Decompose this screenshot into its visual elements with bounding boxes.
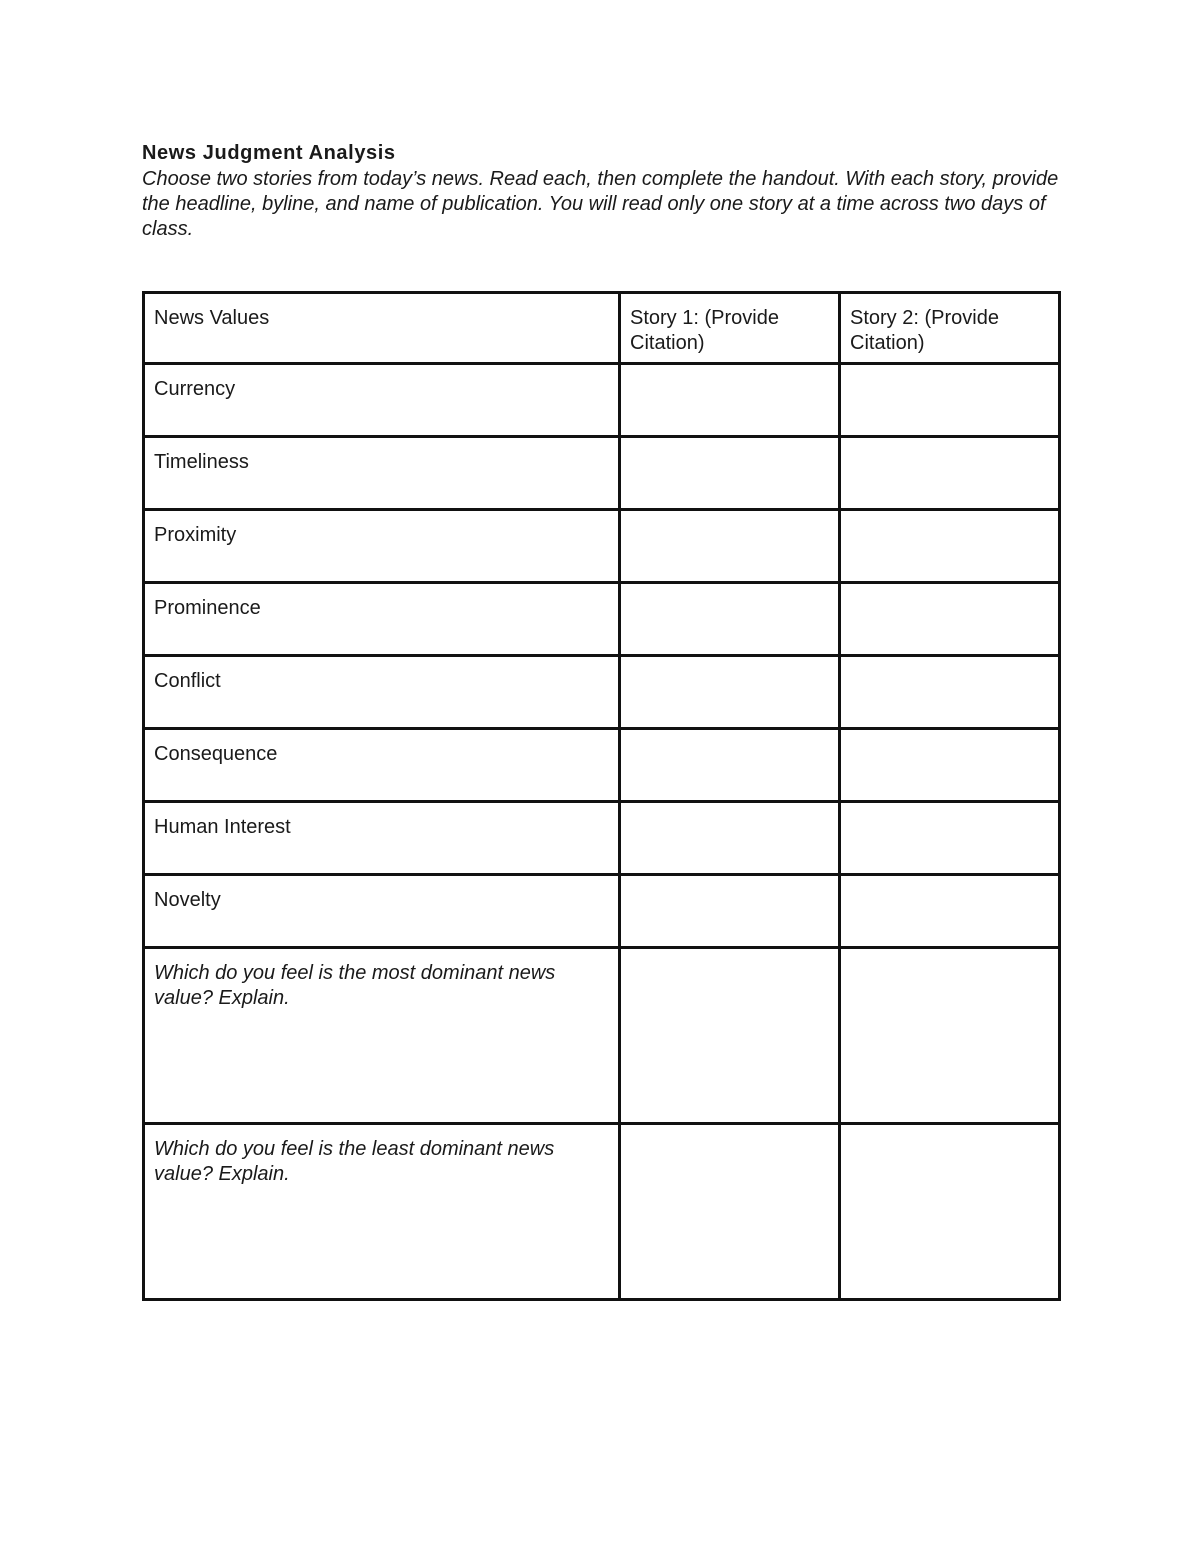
story-2-answer-cell[interactable] [840, 948, 1060, 1124]
story-2-cell[interactable] [840, 583, 1060, 656]
header-story-2: Story 2: (Provide Citation) [840, 293, 1060, 364]
news-value-label: Currency [144, 364, 620, 437]
story-2-cell[interactable] [840, 802, 1060, 875]
table-row [144, 364, 1060, 437]
table-row [144, 583, 1060, 656]
news-value-label: Proximity [144, 510, 620, 583]
story-2-cell[interactable] [840, 729, 1060, 802]
table-header-row [144, 293, 1060, 364]
header-story-1: Story 1: (Provide Citation) [620, 293, 840, 364]
table-row [144, 510, 1060, 583]
table-row [144, 802, 1060, 875]
story-2-answer-cell[interactable] [840, 1124, 1060, 1300]
story-1-cell[interactable] [620, 875, 840, 948]
story-2-cell[interactable] [840, 364, 1060, 437]
story-2-cell[interactable] [840, 437, 1060, 510]
story-1-answer-cell[interactable] [620, 1124, 840, 1300]
news-value-label: Timeliness [144, 437, 620, 510]
header-news-values: News Values [144, 293, 620, 364]
news-value-label: Prominence [144, 583, 620, 656]
worksheet-title: News Judgment Analysis [142, 142, 396, 164]
story-2-cell[interactable] [840, 875, 1060, 948]
story-1-cell[interactable] [620, 583, 840, 656]
news-value-label: Consequence [144, 729, 620, 802]
story-1-answer-cell[interactable] [620, 948, 840, 1124]
news-value-label: Novelty [144, 875, 620, 948]
news-values-table [142, 291, 1061, 1301]
table-row [144, 656, 1060, 729]
story-1-cell[interactable] [620, 437, 840, 510]
story-1-cell[interactable] [620, 802, 840, 875]
story-1-cell[interactable] [620, 364, 840, 437]
news-value-label: Conflict [144, 656, 620, 729]
table-row [144, 729, 1060, 802]
news-value-label: Human Interest [144, 802, 620, 875]
instructions-text: Choose two stories from today’s news. Read each, then complete the handout. With each story, provide the headline, byline, and name of publication. You will read only one story at a time across two days of class. [142, 168, 1059, 240]
story-2-cell[interactable] [840, 656, 1060, 729]
story-1-cell[interactable] [620, 510, 840, 583]
table-row [144, 437, 1060, 510]
story-1-cell[interactable] [620, 729, 840, 802]
table-row [144, 875, 1060, 948]
question-row [144, 1124, 1060, 1300]
story-2-cell[interactable] [840, 510, 1060, 583]
question-most-dominant: Which do you feel is the most dominant news value? Explain. [144, 948, 620, 1124]
question-row [144, 948, 1060, 1124]
question-least-dominant: Which do you feel is the least dominant news value? Explain. [144, 1124, 620, 1300]
story-1-cell[interactable] [620, 656, 840, 729]
